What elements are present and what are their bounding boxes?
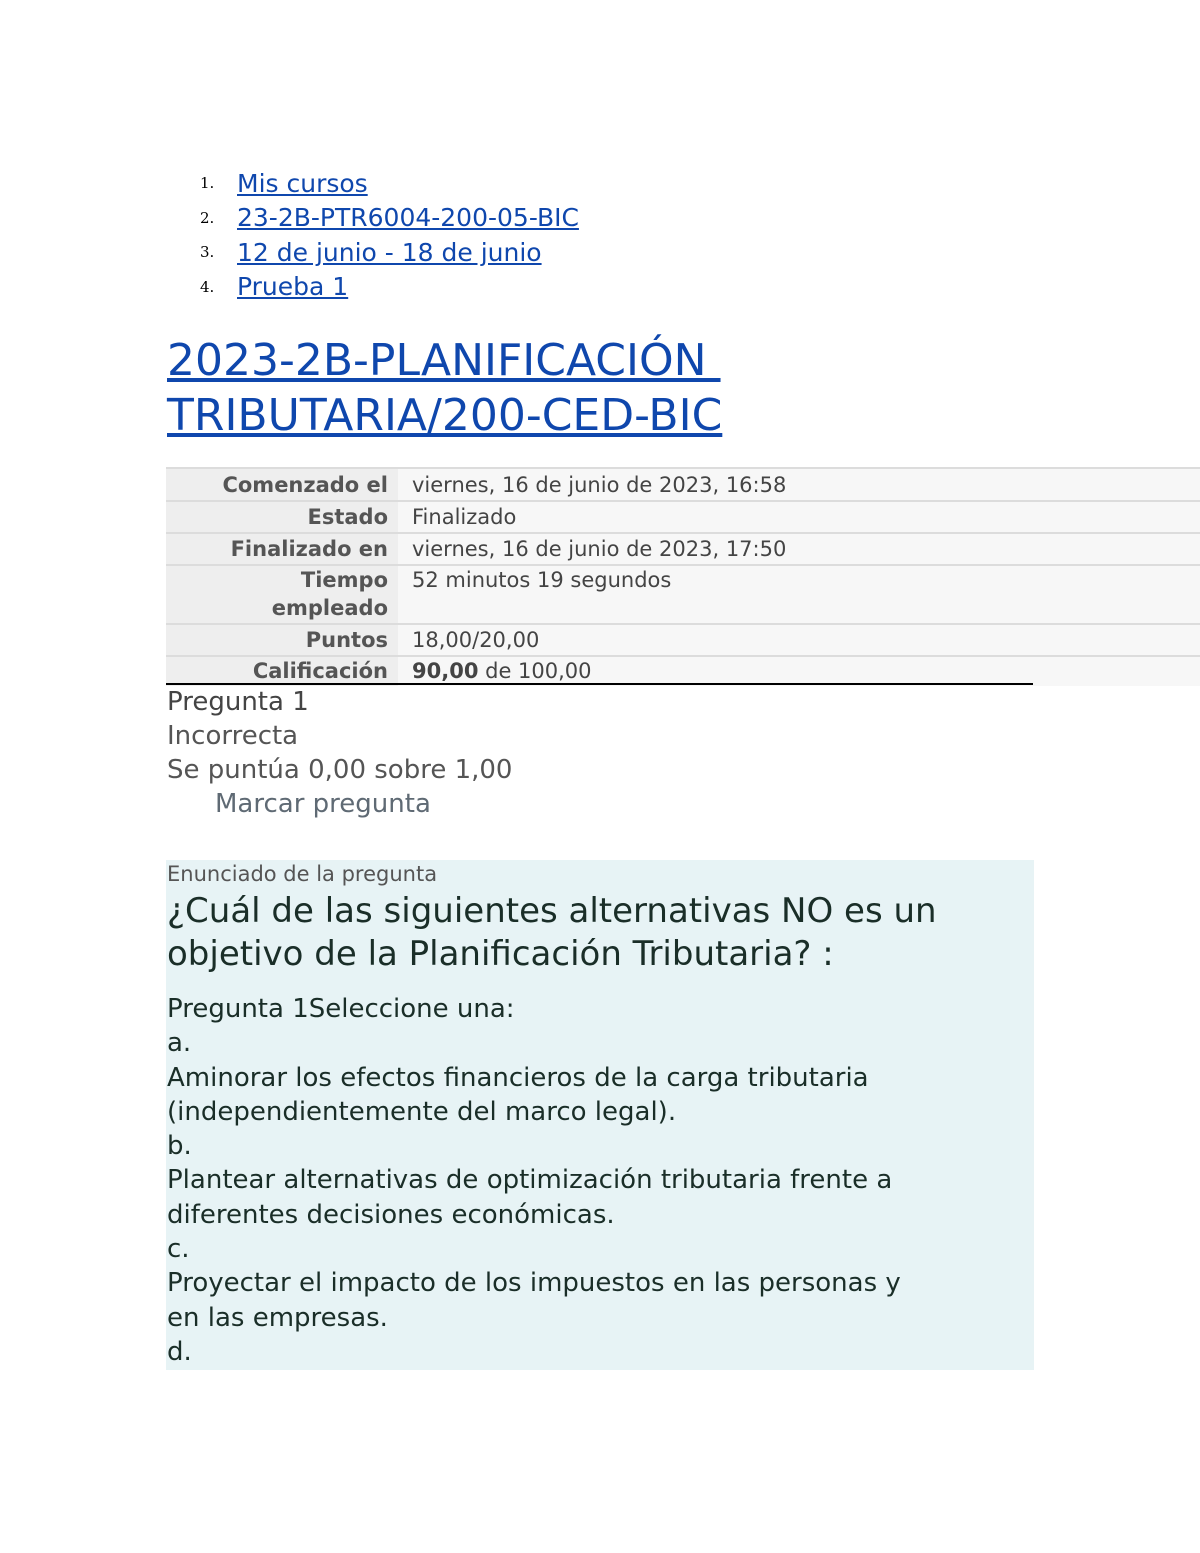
grade-max: de 100,00 <box>478 659 592 683</box>
summary-label-line-1: Tiempo <box>300 568 388 592</box>
option-letter-a[interactable]: a. <box>167 1028 192 1059</box>
summary-row-grade <box>166 656 1200 686</box>
option-letter-d[interactable]: d. <box>167 1336 192 1367</box>
question-state: Incorrecta <box>167 721 299 751</box>
summary-label: Finalizado en <box>166 533 398 565</box>
question-number: Pregunta 1 <box>167 687 309 717</box>
breadcrumb-item <box>200 201 579 236</box>
summary-value: viernes, 16 de junio de 2023, 17:50 <box>398 533 1200 565</box>
option-text-a[interactable]: Aminorar los efectos financieros de la carga tributaria <box>167 1062 869 1093</box>
question-text: ¿Cuál de las siguientes alternativas NO es un objetivo de la Planificación Tributaria? : <box>167 891 937 974</box>
question-score: Se puntúa 0,00 sobre 1,00 <box>167 755 513 785</box>
summary-value: 18,00/20,00 <box>398 624 1200 656</box>
summary-row-started <box>166 468 1200 501</box>
list-number: 2. <box>200 208 215 227</box>
summary-value: viernes, 16 de junio de 2023, 16:58 <box>398 468 1200 501</box>
breadcrumb-item <box>200 166 579 201</box>
list-number: 1. <box>200 174 215 193</box>
summary-label: Calificación <box>166 656 398 686</box>
grade-value: 90,00 <box>412 659 479 683</box>
course-title-line-2[interactable]: TRIBUTARIA/200-CED-BIC <box>167 390 723 441</box>
breadcrumb-item <box>200 270 579 305</box>
option-letter-c[interactable]: c. <box>167 1234 190 1265</box>
summary-value <box>398 656 1200 686</box>
option-text-c[interactable]: Proyectar el impacto de los impuestos en las personas y <box>167 1268 901 1299</box>
breadcrumb-link-week[interactable]: 12 de junio - 18 de junio <box>237 237 542 267</box>
summary-value: 52 minutos 19 segundos <box>398 565 1200 624</box>
course-title-link[interactable] <box>167 333 867 443</box>
option-text-a-cont[interactable]: (independientemente del marco legal). <box>167 1096 677 1127</box>
option-text-b[interactable]: Plantear alternativas de optimización tributaria frente a <box>167 1165 893 1196</box>
option-text-c-cont[interactable]: en las empresas. <box>167 1302 388 1333</box>
question-info <box>167 685 512 821</box>
course-title-line-1[interactable]: 2023-2B-PLANIFICACIÓN <box>167 335 721 386</box>
option-letter-b[interactable]: b. <box>167 1131 192 1162</box>
breadcrumb-item <box>200 235 579 270</box>
flag-question-link[interactable]: Marcar pregunta <box>215 789 431 819</box>
summary-row-time <box>166 565 1200 624</box>
answer-prompt: Pregunta 1Seleccione una: <box>167 994 515 1024</box>
summary-row-finished <box>166 533 1200 565</box>
breadcrumb-link-course[interactable]: 23-2B-PTR6004-200-05-BIC <box>237 203 579 233</box>
summary-label: Estado <box>166 501 398 533</box>
attempt-summary-table <box>166 467 1200 686</box>
list-number: 3. <box>200 243 215 262</box>
summary-row-state <box>166 501 1200 533</box>
summary-row-points <box>166 624 1200 656</box>
summary-value: Finalizado <box>398 501 1200 533</box>
breadcrumb-link-quiz[interactable]: Prueba 1 <box>237 272 349 302</box>
breadcrumb-link-mis-cursos[interactable]: Mis cursos <box>237 168 368 198</box>
option-text-b-cont[interactable]: diferentes decisiones económicas. <box>167 1199 615 1230</box>
statement-label: Enunciado de la pregunta <box>167 862 438 886</box>
summary-label: Comenzado el <box>166 468 398 501</box>
breadcrumb <box>200 166 579 304</box>
summary-label: Puntos <box>166 624 398 656</box>
summary-label-line-2: empleado <box>271 596 388 620</box>
answer-block <box>167 992 1027 1369</box>
summary-label <box>166 565 398 624</box>
list-number: 4. <box>200 277 215 296</box>
